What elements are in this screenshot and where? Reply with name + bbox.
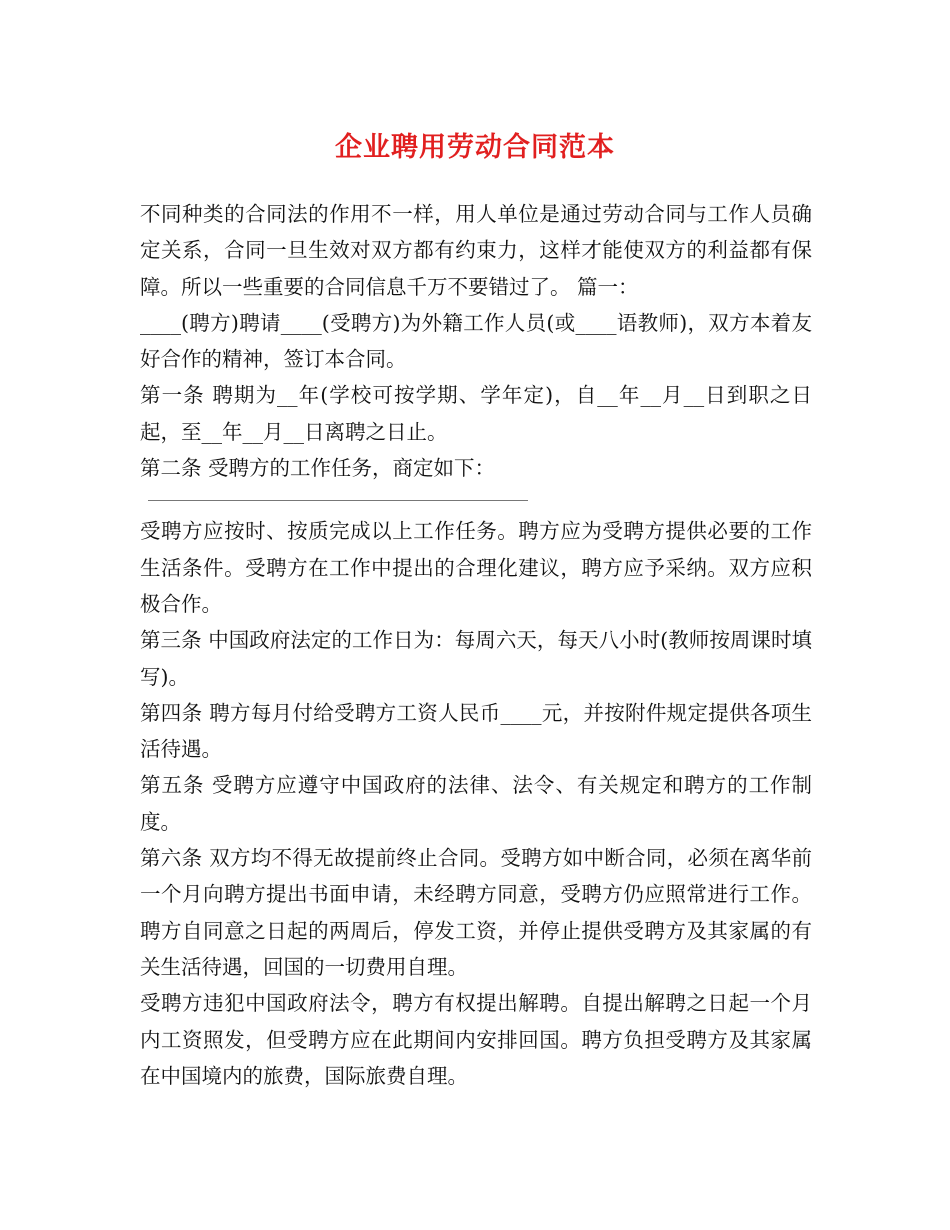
article-4-paragraph: 第四条 聘方每月付给受聘方工资人民币____元，并按附件规定提供各项生活待遇。 — [140, 700, 812, 762]
intro-paragraph: 不同种类的合同法的作用不一样，用人单位是通过劳动合同与工作人员确定关系，合同一旦生效对双方都有约束力，这样才能使双方的利益都有保障。所以一些重要的合同信息千万不要错过了。 篇一： — [140, 202, 812, 299]
article-3-paragraph: 第三条 中国政府法定的工作日为：每周六天，每天八小时(教师按周课时填写)。 — [140, 628, 812, 689]
fill-in-line — [148, 500, 528, 501]
article-6-detail-paragraph: 受聘方违犯中国政府法令，聘方有权提出解聘。自提出解聘之日起一个月内工资照发，但受聘方应在此期间内安排回国。聘方负担受聘方及其家属在中国境内的旅费，国际旅费自理。 — [140, 991, 812, 1088]
article-1-paragraph: 第一条 聘期为__年(学校可按学期、学年定)，自__年__月__日到职之日起，至__年__月__日离聘之日止。 — [140, 383, 812, 444]
article-2-paragraph: 第二条 受聘方的工作任务，商定如下： — [140, 456, 496, 481]
preamble-paragraph: ____(聘方)聘请____(受聘方)为外籍工作人员(或____语教师)，双方本着友好合作的精神，签订本合同。 — [140, 310, 812, 372]
article-2-detail-paragraph: 受聘方应按时、按质完成以上工作任务。聘方应为受聘方提供必要的工作生活条件。受聘方在工作中提出的合理化建议，聘方应予采纳。双方应积极合作。 — [140, 519, 812, 616]
article-6-paragraph: 第六条 双方均不得无故提前终止合同。受聘方如中断合同，必须在离华前一个月向聘方提出书面申请，未经聘方同意，受聘方仍应照常进行工作。聘方自同意之日起的两周后，停发工资，并停止提供受聘方及其家属的有关生活待遇，回国的一切费用自理。 — [140, 846, 812, 979]
document-title: 企业聘用劳动合同范本 — [335, 132, 615, 163]
document-body — [140, 196, 812, 1094]
article-5-paragraph: 第五条 受聘方应遵守中国政府的法律、法令、有关规定和聘方的工作制度。 — [140, 773, 812, 834]
